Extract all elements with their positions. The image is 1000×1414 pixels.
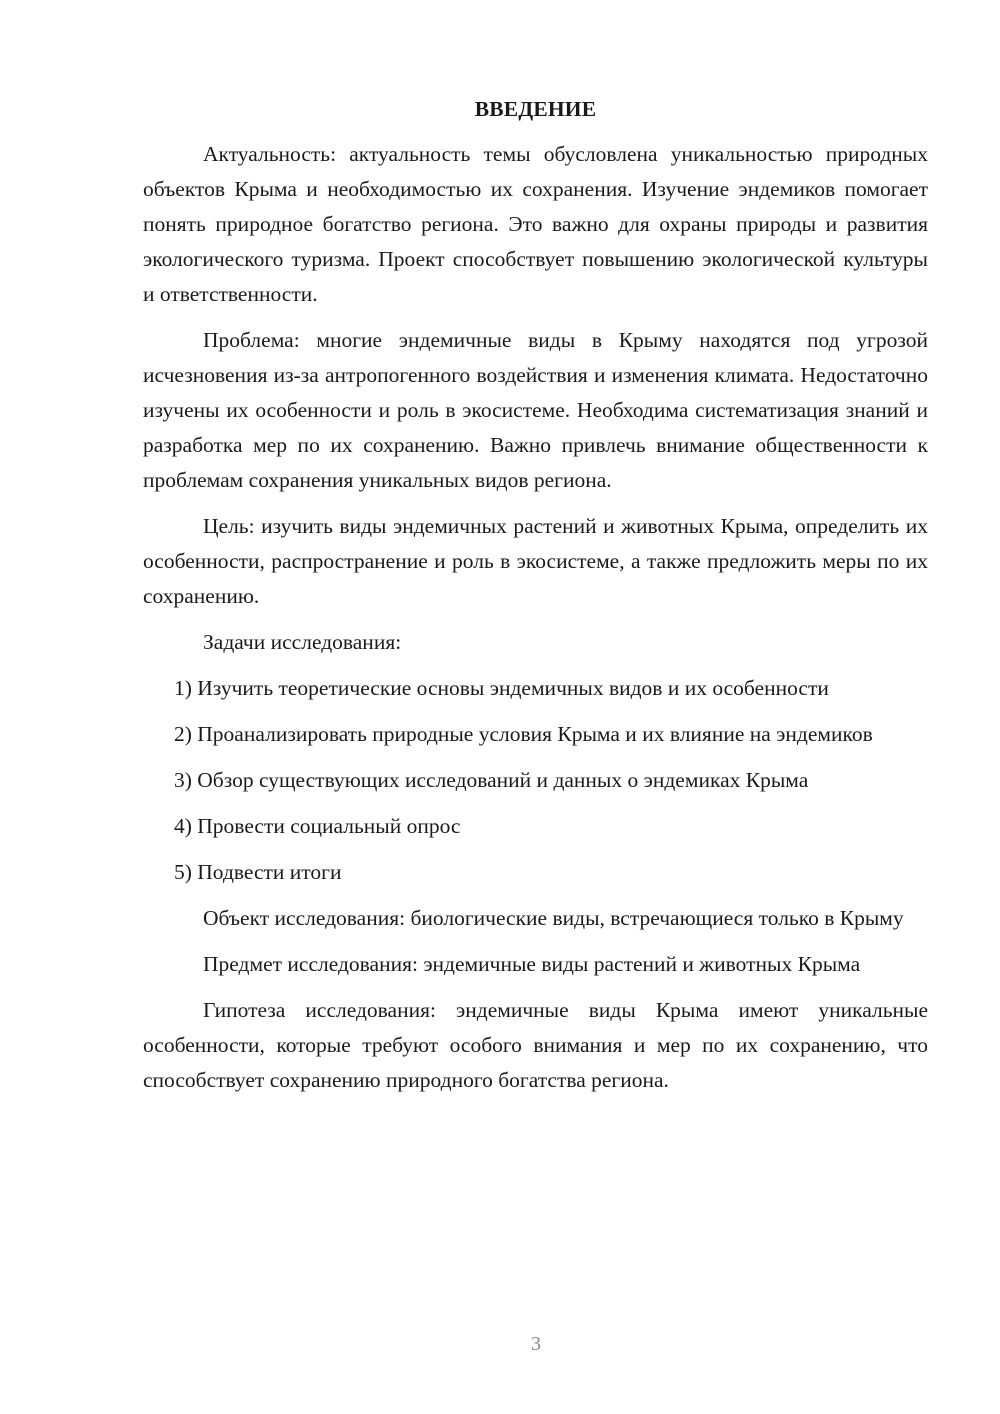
list-item: 4) Провести социальный опрос <box>174 814 461 838</box>
paragraph-relevance: Актуальность: актуальность темы обусловлена уникальностью природных объектов Крыма и необходимостью их сохранения. Изучение эндемиков помогает понять природное богатство региона. Это важно для охраны природы и развития экологического туризма. Проект способствует повышению экологической культуры и ответственности. <box>143 142 928 306</box>
list-item: 2) Проанализировать природные условия Крыма и их влияние на эндемиков <box>174 722 873 746</box>
paragraph-goal: Цель: изучить виды эндемичных растений и животных Крыма, определить их особенности, распространение и роль в экосистеме, а также предложить меры по их сохранению. <box>143 514 928 608</box>
list-item: 1) Изучить теоретические основы эндемичных видов и их особенности <box>174 676 829 700</box>
paragraph-problem: Проблема: многие эндемичные виды в Крыму находятся под угрозой исчезновения из-за антропогенного воздействия и изменения климата. Недостаточно изучены их особенности и роль в экосистеме. Необходима систематизация знаний и разработка мер по их сохранению. Важно привлечь внимание общественности к проблемам сохранения уникальных видов региона. <box>143 328 928 492</box>
page-number: 3 <box>531 1333 541 1355</box>
document-body <box>143 92 928 1109</box>
list-item: 3) Обзор существующих исследований и данных о эндемиках Крыма <box>174 768 809 792</box>
tasks-title: Задачи исследования: <box>203 630 402 654</box>
paragraph-object: Объект исследования: биологические виды, встречающиеся только в Крыму <box>203 906 904 930</box>
paragraph-subject: Предмет исследования: эндемичные виды растений и животных Крыма <box>203 952 861 976</box>
tasks-list <box>143 671 928 890</box>
paragraph-hypothesis: Гипотеза исследования: эндемичные виды Крыма имеют уникальные особенности, которые требуют особого внимания и мер по их сохранению, что способствует сохранению природного богатства региона. <box>143 998 928 1092</box>
list-item: 5) Подвести итоги <box>174 860 342 884</box>
section-heading: ВВЕДЕНИЕ <box>474 97 597 121</box>
